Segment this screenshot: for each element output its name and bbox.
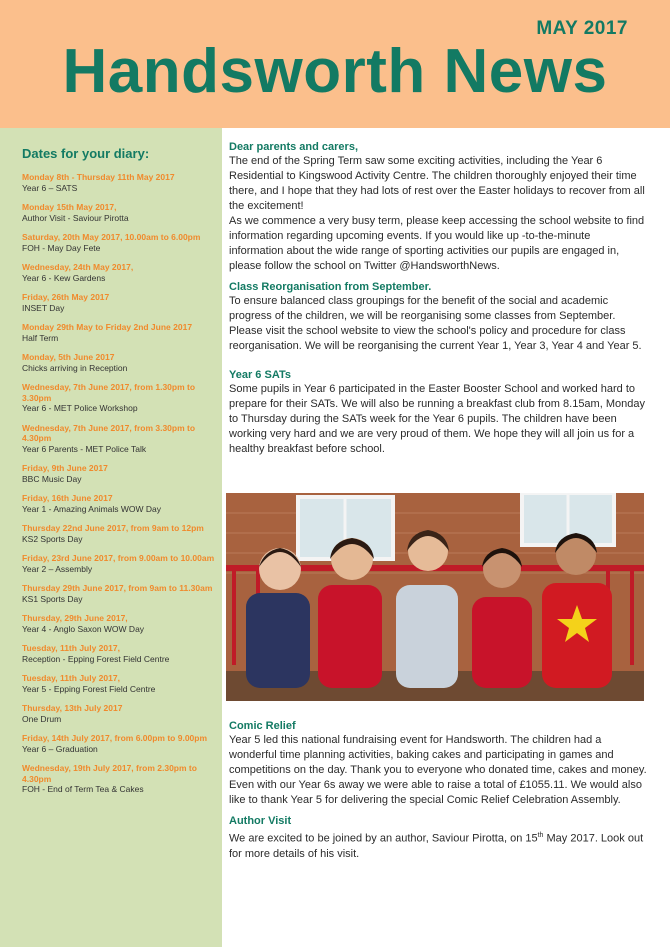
diary-event xyxy=(22,673,218,694)
diary-event xyxy=(22,463,218,484)
event-date: Thursday 22nd June 2017, from 9am to 12pm xyxy=(22,523,204,533)
diary-event xyxy=(22,262,218,283)
diary-event xyxy=(22,423,218,455)
diary-event xyxy=(22,523,218,544)
diary-event xyxy=(22,322,218,343)
diary-event xyxy=(22,232,218,253)
diary-title: Dates for your diary: xyxy=(22,146,150,161)
diary-event xyxy=(22,583,218,604)
event-description: Year 6 - MET Police Workshop xyxy=(22,403,138,413)
event-date: Monday 8th - Thursday 11th May 2017 xyxy=(22,172,175,182)
event-date: Friday, 23rd June 2017, from 9.00am to 10.00am xyxy=(22,553,215,563)
author-visit-text-1: We are excited to be joined by an author, Saviour Pirotta, on 15 xyxy=(229,832,538,845)
event-date: Friday, 26th May 2017 xyxy=(22,292,110,302)
diary-event xyxy=(22,292,218,313)
event-description: Year 6 – Graduation xyxy=(22,743,98,754)
event-description: FOH - End of Term Tea & Cakes xyxy=(22,784,144,794)
diary-event xyxy=(22,733,218,754)
event-description: Year 1 - Amazing Animals WOW Day xyxy=(22,503,162,514)
sats-body: Some pupils in Year 6 participated in the Easter Booster School and worked hard to prepare for their SATs. We will also be running a breakfast club from 8.15am, Monday to Thursday during the SATs week for the Year 6 pupils. The children have been working very hard and we are very proud of them. We hope they will all join us for a healthy breakfast before school. xyxy=(229,383,645,455)
event-description: INSET Day xyxy=(22,302,65,313)
author-visit-text-2: May 2017. Look out for more details of his visit. xyxy=(229,832,644,860)
event-date: Thursday 29th June 2017, from 9am to 11.30am xyxy=(22,583,213,593)
greeting-heading: Dear parents and carers, xyxy=(229,141,359,153)
header-band xyxy=(0,0,670,128)
event-date: Wednesday, 7th June 2017, from 3.30pm to 4.30pm xyxy=(22,422,196,443)
author-visit-heading: Author Visit xyxy=(229,815,292,827)
event-date: Tuesday, 11th July 2017, xyxy=(22,643,120,653)
event-description: BBC Music Day xyxy=(22,473,82,484)
event-date: Saturday, 20th May 2017, 10.00am to 6.00pm xyxy=(22,232,201,242)
comic-relief-heading: Comic Relief xyxy=(229,720,296,732)
diary-event xyxy=(22,202,218,223)
lower-column xyxy=(229,720,647,862)
event-description: Reception - Epping Forest Field Centre xyxy=(22,653,170,664)
author-visit-body xyxy=(229,828,647,862)
event-description: Year 6 – SATS xyxy=(22,182,78,193)
event-description: Year 5 - Epping Forest Field Centre xyxy=(22,683,156,694)
issue-date: MAY 2017 xyxy=(536,18,628,39)
event-description: Year 6 - Kew Gardens xyxy=(22,272,106,283)
event-date: Thursday, 13th July 2017 xyxy=(22,703,123,713)
children-photo xyxy=(226,493,644,701)
intro-paragraph-1: The end of the Spring Term saw some exciting activities, including the Year 6 Residential to Kingswood Activity Centre. The children thoroughly enjoyed their time there, and I hope that they had lots of rest over the Easter holidays to recover from all the excitement! xyxy=(229,155,645,212)
diary-event xyxy=(22,553,218,574)
diary-event xyxy=(22,172,218,193)
event-list xyxy=(22,172,218,804)
event-description: Year 6 Parents - MET Police Talk xyxy=(22,443,147,454)
event-date: Friday, 14th July 2017, from 6.00pm to 9.00pm xyxy=(22,733,208,743)
event-date: Monday, 5th June 2017 xyxy=(22,352,115,362)
comic-relief-body: Year 5 led this national fundraising event for Handsworth. The children had a wonderful time planning activities, baking cakes and participating in games and competitions on the day. Thank you to everyone who donated time, cakes and money. Even with our Year 6s away we were able to raise a total of £1055.11. We would also like to thank Year 5 for delivering the special Comic Relief Celebration Assembly. xyxy=(229,734,647,806)
diary-event xyxy=(22,643,218,664)
diary-event xyxy=(22,493,218,514)
diary-event xyxy=(22,613,218,634)
event-date: Wednesday, 24th May 2017, xyxy=(22,262,134,272)
event-date: Friday, 9th June 2017 xyxy=(22,463,108,473)
event-description: Year 4 - Anglo Saxon WOW Day xyxy=(22,623,145,634)
date-superscript: th xyxy=(537,832,544,839)
sats-heading: Year 6 SATs xyxy=(229,369,291,381)
event-description: KS1 Sports Day xyxy=(22,593,83,604)
event-description: Chicks arriving in Reception xyxy=(22,362,128,373)
newsletter-title: Handsworth News xyxy=(62,37,608,106)
diary-event xyxy=(22,703,218,724)
class-reorg-heading: Class Reorganisation from September. xyxy=(229,281,432,293)
event-date: Friday, 16th June 2017 xyxy=(22,493,113,503)
diary-event xyxy=(22,763,218,795)
event-date: Thursday, 29th June 2017, xyxy=(22,613,128,623)
event-date: Monday 29th May to Friday 2nd June 2017 xyxy=(22,322,193,332)
class-reorg-body: To ensure balanced class groupings for the benefit of the social and academic progress of the children, we will be reorganising some classes from September. Please visit the school website to view the school's policy and procedure for class reorganisation. We will be reorganising the current Year 1, Year 3, Year 4 and Year 5. xyxy=(229,295,642,352)
event-date: Wednesday, 7th June 2017, from 1.30pm to 3.30pm xyxy=(22,382,196,403)
event-description: Half Term xyxy=(22,332,59,343)
main-column xyxy=(229,141,647,457)
event-date: Tuesday, 11th July 2017, xyxy=(22,673,120,683)
diary-event xyxy=(22,382,218,414)
intro-paragraph-2: As we commence a very busy term, please keep accessing the school website to find information regarding upcoming events. If you would like up -to-the-minute information about the wide range of sporting activities our pupils are engaged in, please follow the school on Twitter @HandsworthNews. xyxy=(229,215,645,272)
event-description: Year 2 – Assembly xyxy=(22,563,93,574)
diary-event xyxy=(22,352,218,373)
event-description: FOH - May Day Fete xyxy=(22,242,101,253)
event-description: One Drum xyxy=(22,713,62,724)
event-description: KS2 Sports Day xyxy=(22,533,83,544)
event-description: Author Visit - Saviour Pirotta xyxy=(22,212,129,223)
event-date: Monday 15th May 2017, xyxy=(22,202,117,212)
event-date: Wednesday, 19th July 2017, from 2.30pm to 4.30pm xyxy=(22,763,197,784)
